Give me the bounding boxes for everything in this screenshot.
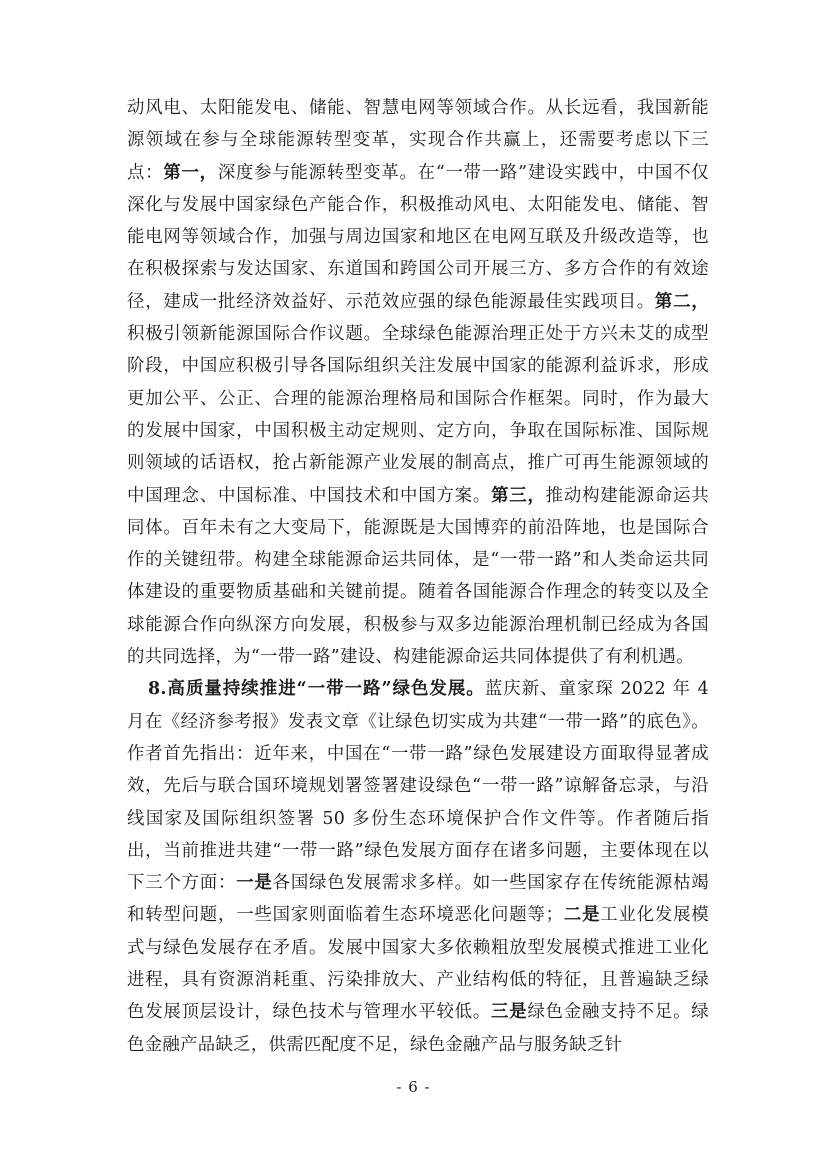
bold-marker-one: 一是 (236, 873, 273, 894)
bold-marker-three: 三是 (491, 1002, 528, 1023)
document-body (127, 92, 709, 1061)
section-heading: 8.高质量持续推进“一带一路”绿色发展。 (148, 679, 485, 700)
paragraph-text: 积极引领新能源国际合作议题。全球绿色能源治理正处于方兴未艾的成型阶段，中国应积极引导各国际组织关注发展中国家的能源利益诉求，形成更加公平、公正、合理的能源治理格局和国际合作框架。同时，作为最大的发展中国家，中国积极主动定规则、定方向，争取在国际标准、国际规则领域的话语权，抢占新能源产业发展的制高点，推广可再生能源领域的中国理念、中国标准、中国技术和中国方案。 (127, 324, 709, 506)
paragraph-green-development (127, 673, 709, 1061)
bold-marker-third: 第三， (491, 485, 546, 506)
paragraph-text: 工业化发展模式与绿色发展存在矛盾。发展中国家大多依赖粗放型发展模式推进工业化进程，具有资源消耗重、污染排放大、产业结构低的特征，且普遍缺乏绿色发展顶层设计，绿色技术与管理水平较低。 (127, 905, 709, 1023)
bold-marker-second: 第二， (654, 291, 710, 312)
bold-marker-first: 第一， (163, 162, 218, 183)
page-number: - 6 - (396, 1078, 431, 1096)
paragraph-energy-cooperation (127, 92, 709, 673)
bold-marker-two: 二是 (563, 905, 601, 926)
paragraph-text: 深度参与能源转型变革。在“一带一路”建设实践中，中国不仅深化与发展中国家绿色产能合作，积极推动风电、太阳能发电、储能、智能电网等领域合作，加强与周边国家和地区在电网互联及升级改造等，也在积极探索与发达国家、东道国和跨国公司开展三方、多方合作的有效途径，建成一批经济效益好、示范效应强的绿色能源最佳实践项目。 (127, 162, 709, 312)
paragraph-text: 绿色金融支持不足。绿色金融产品缺乏，供需匹配度不足，绿色金融产品与服务缺乏针 (127, 1002, 709, 1055)
paragraph-text: 动风电、太阳能发电、储能、智慧电网等领域合作。从长远看，我国新能源领域在参与全球能源转型变革，实现合作共赢上，还需要考虑以下三点： (127, 98, 709, 183)
paragraph-text: 推动构建能源命运共同体。百年未有之大变局下，能源既是大国博弈的前沿阵地，也是国际合作的关键纽带。构建全球能源命运共同体，是“一带一路”和人类命运共同体建设的重要物质基础和关键前提。随着各国能源合作理念的转变以及全球能源合作向纵深方向发展，积极参与双多边能源治理机制已经成为各国的共同选择，为“一带一路”建设、构建能源命运共同体提供了有利机遇。 (127, 485, 709, 668)
paragraph-text: 各国绿色发展需求多样。如一些国家存在传统能源枯竭和转型问题，一些国家则面临着生态环境恶化问题等； (127, 873, 709, 926)
paragraph-text: 蓝庆新、童家琛 2022 年 4 月在《经济参考报》发表文章《让绿色切实成为共建“一带一路”的底色》。作者首先指出：近年来，中国在“一带一路”绿色发展建设方面取得显著成效，先后与联合国环境规划署签署建设绿色“一带一路”谅解备忘录，与沿线国家及国际组织签署 50 多份生态环境保护合作文件等。作者随后指出，当前推进共建“一带一路”绿色发展方面存在诸多问题，主要体现在以下三个方面： (127, 679, 709, 894)
